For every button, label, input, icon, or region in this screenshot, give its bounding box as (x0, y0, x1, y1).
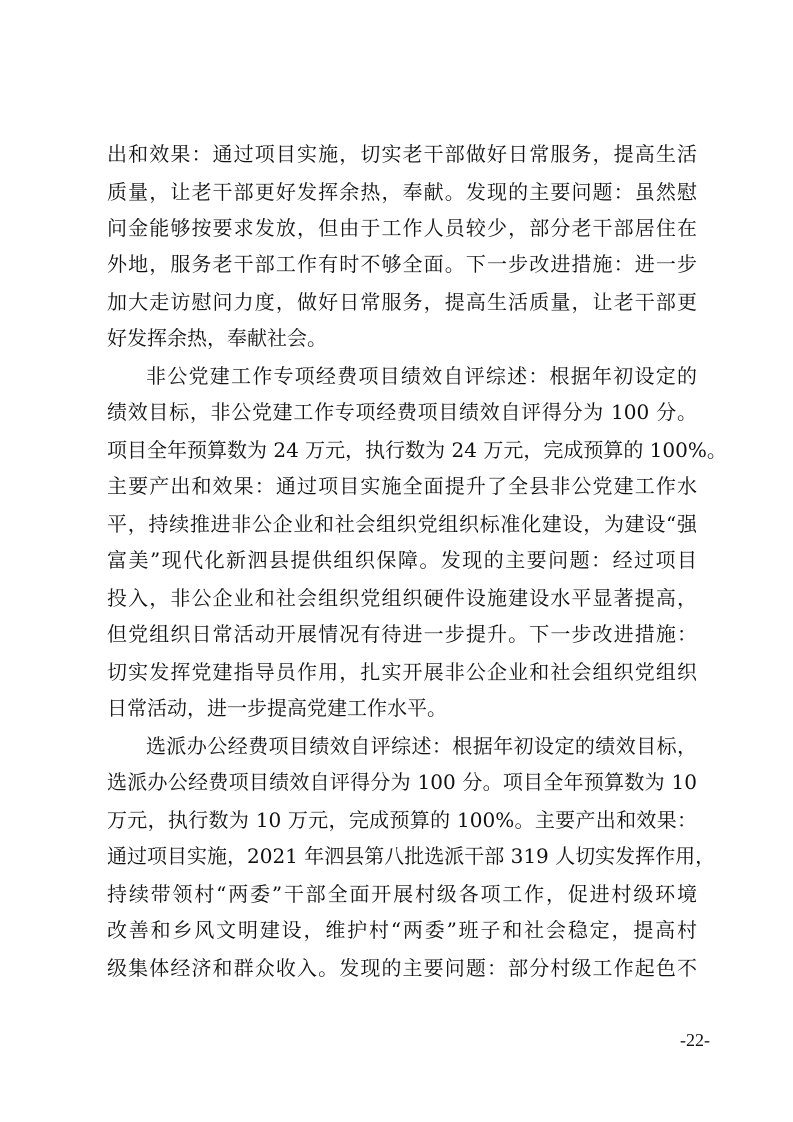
text-line: 好发挥余热，奉献社会。 (107, 326, 327, 350)
text-line: 出和效果：通过项目实施，切实老干部做好日常服务，提高生活 (107, 142, 697, 166)
text-line: 质量，让老干部更好发挥余热，奉献。发现的主要问题：虽然慰 (107, 180, 697, 204)
text-line: 日常活动，进一步提高党建工作水平。 (107, 696, 447, 720)
text-line: 绩效目标，非公党建工作专项经费项目绩效自评得分为 100 分。 (107, 400, 697, 424)
text-line: 平，持续推进非公企业和社会组织党组织标准化建设，为建设“强 (107, 512, 697, 536)
text-line: 万元，执行数为 10 万元，完成预算的 100%。主要产出和效果： (107, 808, 697, 832)
page-number: -22- (680, 1030, 710, 1050)
text-line: 主要产出和效果：通过项目实施全面提升了全县非公党建工作水 (107, 474, 697, 498)
text-line: 选派办公经费项目绩效自评得分为 100 分。项目全年预算数为 10 (107, 770, 697, 794)
text-line: 持续带领村“两委”干部全面开展村级各项工作，促进村级环境 (107, 882, 697, 906)
text-line: 问金能够按要求发放，但由于工作人员较少，部分老干部居住在 (107, 216, 697, 240)
text-line: 选派办公经费项目绩效自评综述：根据年初设定的绩效目标， (146, 734, 697, 758)
text-line: 投入，非公企业和社会组织党组织硬件设施建设水平显著提高， (107, 586, 697, 610)
text-line: 加大走访慰问力度，做好日常服务，提高生活质量，让老干部更 (107, 290, 697, 314)
text-line: 富美”现代化新泗县提供组织保障。发现的主要问题：经过项目 (107, 548, 697, 572)
text-line: 非公党建工作专项经费项目绩效自评综述：根据年初设定的 (146, 364, 697, 388)
text-line: 外地，服务老干部工作有时不够全面。下一步改进措施：进一步 (107, 252, 697, 276)
text-line: 级集体经济和群众收入。发现的主要问题：部分村级工作起色不 (107, 956, 697, 980)
text-line: 改善和乡风文明建设，维护村“两委”班子和社会稳定，提高村 (107, 918, 697, 942)
text-line: 项目全年预算数为 24 万元，执行数为 24 万元，完成预算的 100%。 (107, 438, 727, 462)
text-line: 但党组织日常活动开展情况有待进一步提升。下一步改进措施： (107, 622, 697, 646)
text-line: 切实发挥党建指导员作用，扎实开展非公企业和社会组织党组织 (107, 660, 697, 684)
text-line: 通过项目实施，2021 年泗县第八批选派干部 319 人切实发挥作用， (107, 844, 716, 868)
